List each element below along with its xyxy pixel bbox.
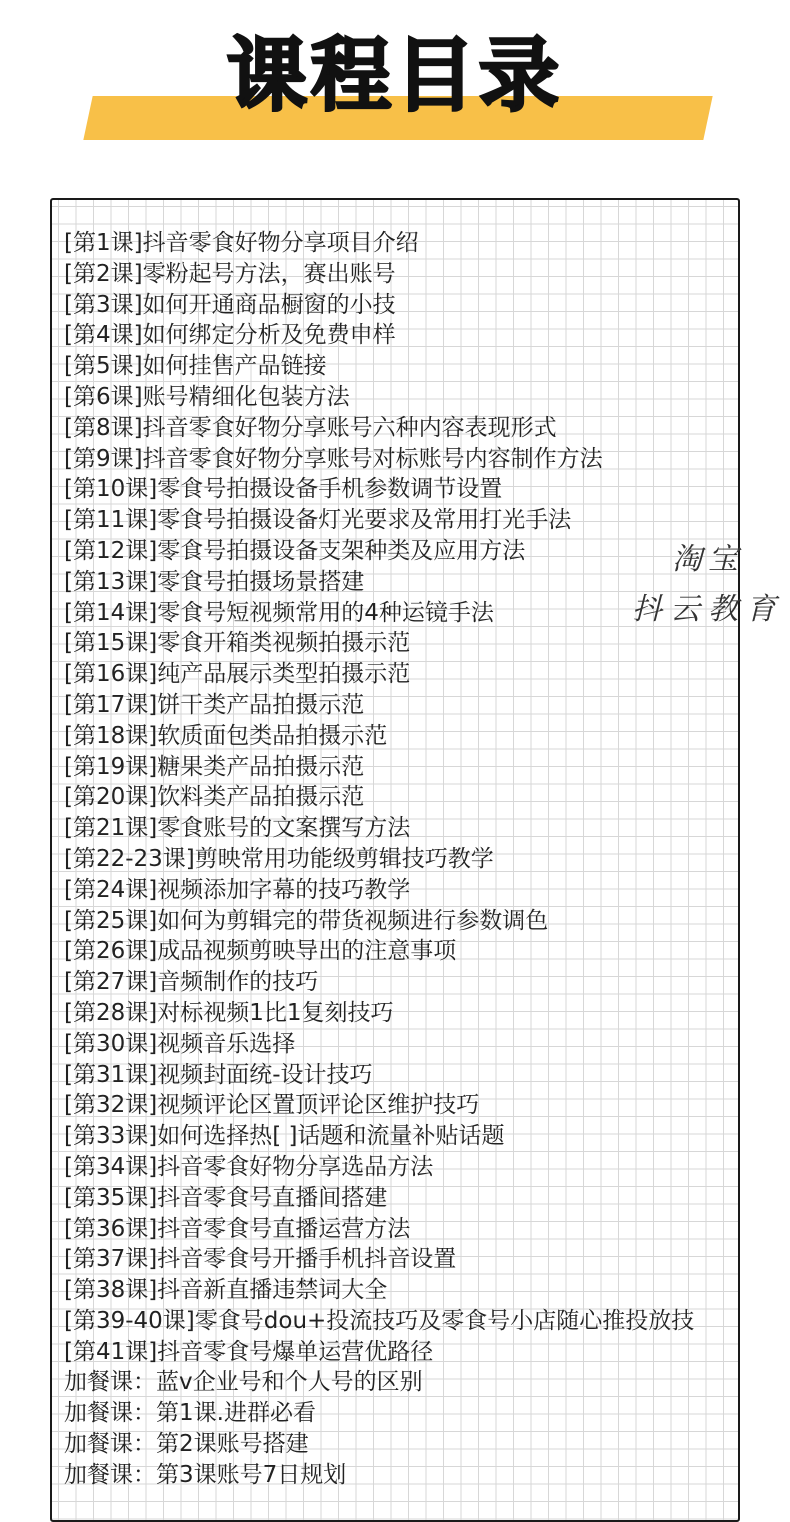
- watermark-line-2: 抖云教育: [632, 592, 784, 627]
- lesson-item: [第35课]抖音零食号直播间搭建: [64, 1184, 388, 1211]
- lesson-item: [第10课]零食号拍摄设备手机参数调节设置: [64, 476, 503, 503]
- page-title: 课程目录: [227, 29, 563, 122]
- lesson-item: 加餐课：蓝v企业号和个人号的区别: [64, 1369, 423, 1396]
- lesson-item: [第31课]视频封面统-设计技巧: [64, 1061, 373, 1088]
- lesson-item: [第4课]如何绑定分析及免费申样: [64, 322, 396, 349]
- lesson-item: [第11课]零食号拍摄设备灯光要求及常用打光手法: [64, 507, 572, 534]
- lesson-item: [第18课]软质面包类品拍摄示范: [64, 722, 388, 749]
- lesson-item: [第38课]抖音新直播违禁词大全: [64, 1277, 388, 1304]
- lesson-item: [第14课]零食号短视频常用的4种运镜手法: [64, 599, 494, 626]
- lesson-item: [第39-40课]零食号dou+投流技巧及零食号小店随心推投放技: [64, 1307, 695, 1334]
- lesson-item: [第1课]抖音零食好物分享项目介绍: [64, 230, 419, 256]
- lesson-list: [64, 228, 790, 1491]
- lesson-item: [第3课]如何开通商品橱窗的小技: [64, 291, 396, 318]
- lesson-item: [第17课]饼干类产品拍摄示范: [64, 691, 365, 718]
- header: [0, 0, 790, 160]
- lesson-item: [第5课]如何挂售产品链接: [64, 353, 327, 380]
- lesson-item: [第30课]视频音乐选择: [64, 1030, 296, 1057]
- lesson-item: [第19课]糖果类产品拍摄示范: [64, 753, 365, 780]
- lesson-item: [第22-23课]剪映常用功能级剪辑技巧教学: [64, 845, 494, 872]
- lesson-item: [第37课]抖音零食号开播手机抖音设置: [64, 1246, 457, 1273]
- lesson-item: [第28课]对标视频1比1复刻技巧: [64, 999, 394, 1026]
- lesson-item: 加餐课：第1课.进群必看: [64, 1400, 316, 1427]
- lesson-item: [第27课]音频制作的技巧: [64, 969, 319, 996]
- watermark-line-1: 淘宝: [672, 542, 744, 577]
- lesson-item: [第2课]零粉起号方法，赛出账号: [64, 260, 396, 287]
- lesson-item: 加餐课：第3课账号7日规划: [64, 1461, 347, 1488]
- lesson-item: 加餐课：第2课账号搭建: [64, 1431, 309, 1458]
- lesson-item: [第41课]抖音零食号爆单运营优路径: [64, 1338, 434, 1365]
- lesson-item: [第34课]抖音零食好物分享选品方法: [64, 1153, 434, 1180]
- lesson-item: [第24课]视频添加字幕的技巧教学: [64, 876, 411, 903]
- lesson-item: [第12课]零食号拍摄设备支架种类及应用方法: [64, 537, 526, 564]
- lesson-item: [第15课]零食开箱类视频拍摄示范: [64, 630, 411, 657]
- lesson-item: [第9课]抖音零食好物分享账号对标账号内容制作方法: [64, 445, 603, 472]
- lesson-item: [第21课]零食账号的文案撰写方法: [64, 815, 411, 842]
- lesson-item: [第13课]零食号拍摄场景搭建: [64, 568, 365, 595]
- lesson-item: [第8课]抖音零食好物分享账号六种内容表现形式: [64, 414, 557, 441]
- lesson-item: [第33课]如何选择热[ ]话题和流量补贴话题: [64, 1123, 505, 1150]
- lesson-item: [第16课]纯产品展示类型拍摄示范: [64, 661, 411, 688]
- lesson-item: [第32课]视频评论区置顶评论区维护技巧: [64, 1092, 480, 1119]
- lesson-item: [第26课]成品视频剪映导出的注意事项: [64, 938, 457, 965]
- lesson-item: [第20课]饮料类产品拍摄示范: [64, 784, 365, 811]
- lesson-item: [第36课]抖音零食号直播运营方法: [64, 1215, 411, 1242]
- lesson-item: [第6课]账号精细化包装方法: [64, 383, 350, 410]
- lesson-item: [第25课]如何为剪辑完的带货视频进行参数调色: [64, 907, 549, 934]
